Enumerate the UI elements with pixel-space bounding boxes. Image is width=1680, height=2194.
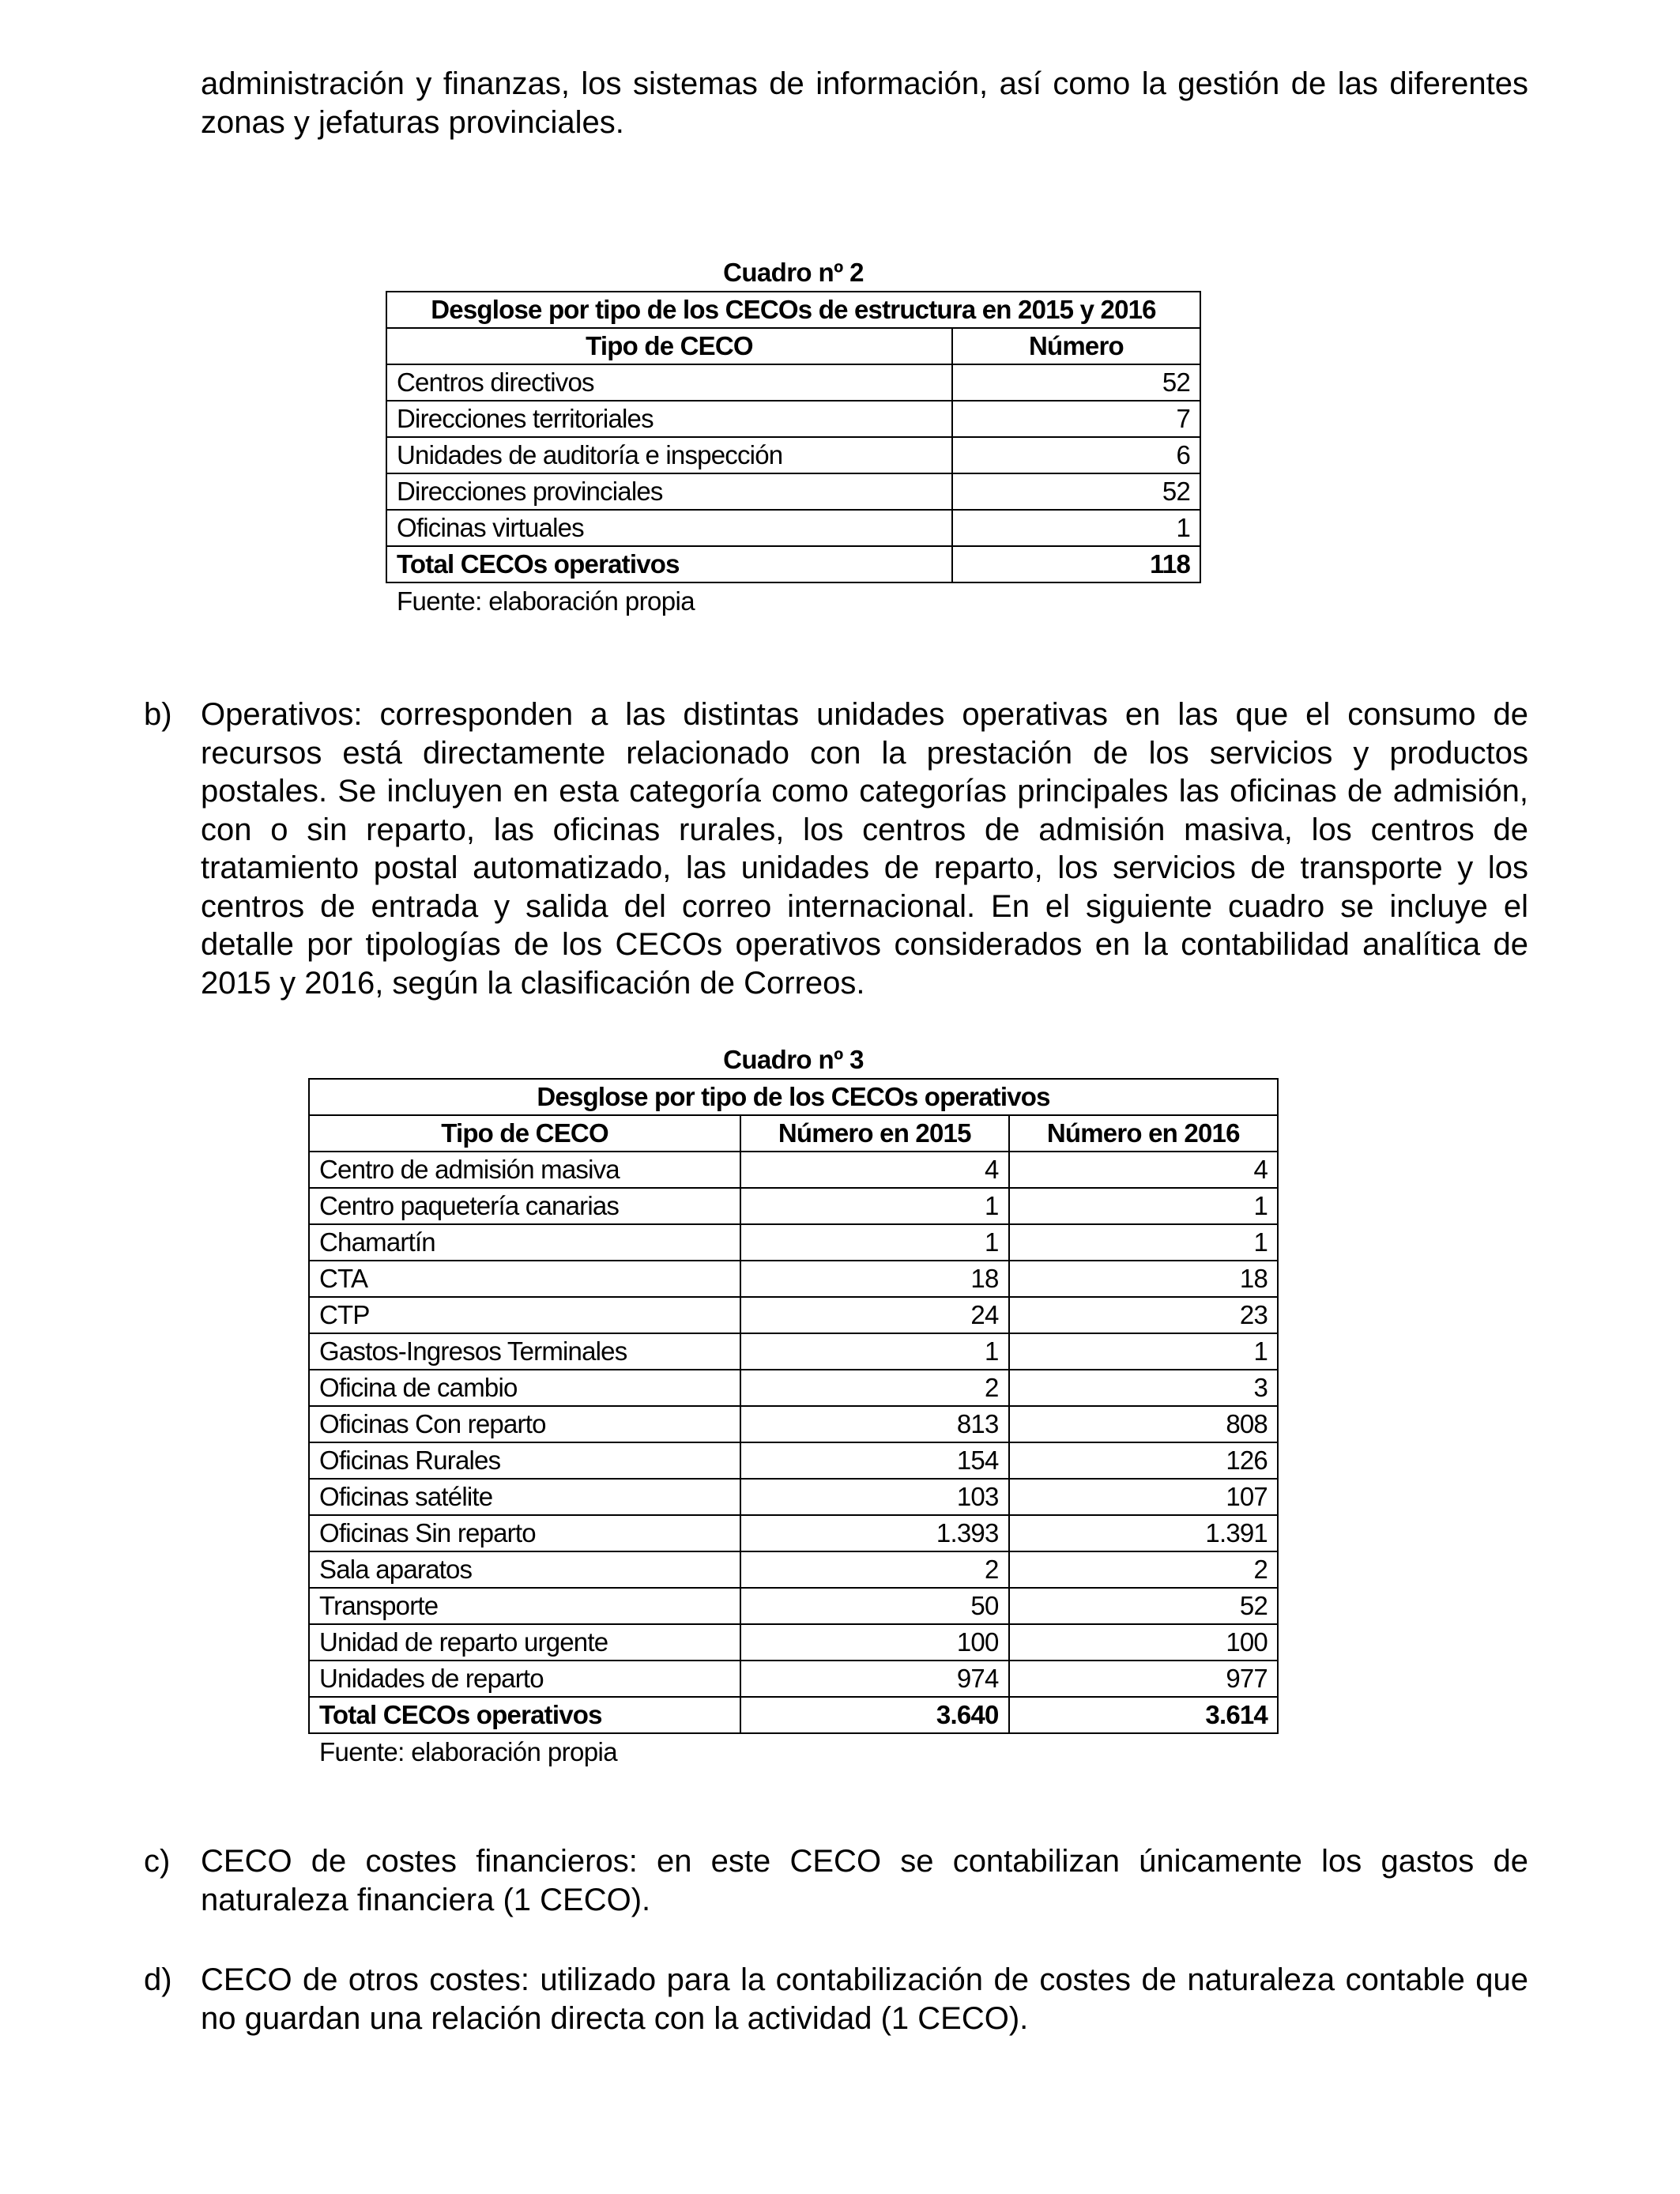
value-cell: 813: [740, 1406, 1008, 1442]
cuadro-3-body: [309, 1152, 1278, 1733]
row-label-cell: Centro paquetería canarias: [309, 1188, 740, 1224]
row-label-cell: CTA: [309, 1261, 740, 1297]
value-cell: 1: [740, 1333, 1008, 1370]
row-label-cell: Unidades de auditoría e inspección: [386, 437, 952, 473]
total-row: [386, 546, 1200, 582]
value-cell: 7: [952, 401, 1200, 437]
value-cell: 2: [1009, 1551, 1278, 1588]
value-cell: 1.393: [740, 1515, 1008, 1551]
table-title-row: [309, 1079, 1278, 1115]
table-row: [386, 473, 1200, 510]
value-cell: 808: [1009, 1406, 1278, 1442]
value-cell: 1: [1009, 1333, 1278, 1370]
table-row: [386, 510, 1200, 546]
value-cell: 50: [740, 1588, 1008, 1624]
value-cell: 23: [1009, 1297, 1278, 1333]
table-row: [309, 1152, 1278, 1188]
row-label-cell: Oficina de cambio: [309, 1370, 740, 1406]
row-label-cell: Chamartín: [309, 1224, 740, 1261]
list-marker: d): [144, 1962, 172, 1997]
table-header-row: [386, 328, 1200, 364]
row-label-cell: Centros directivos: [386, 364, 952, 401]
intro-paragraph: administración y finanzas, los sistemas de información, así como la gestión de las diferentes zonas y jefaturas provinciales.: [201, 66, 1528, 140]
cuadro-2-caption: Cuadro nº 2: [723, 258, 864, 287]
column-header: Tipo de CECO: [309, 1115, 740, 1152]
column-header: Tipo de CECO: [386, 328, 952, 364]
column-header: Número: [952, 328, 1200, 364]
table-title-row: [386, 292, 1200, 328]
table-row: [309, 1515, 1278, 1551]
total-row: [309, 1697, 1278, 1733]
table-row: [309, 1442, 1278, 1479]
value-cell: 103: [740, 1479, 1008, 1515]
value-cell: 4: [1009, 1152, 1278, 1188]
cuadro-2-body: [386, 364, 1200, 582]
table-row: [309, 1551, 1278, 1588]
value-cell: 107: [1009, 1479, 1278, 1515]
total-value-cell: 3.614: [1009, 1697, 1278, 1733]
table-header-row: [309, 1115, 1278, 1152]
list-item-c: [144, 1842, 1528, 1919]
cuadro-3-table: [308, 1078, 1279, 1734]
row-label-cell: Oficinas Rurales: [309, 1442, 740, 1479]
value-cell: 1: [740, 1188, 1008, 1224]
row-label-cell: Oficinas satélite: [309, 1479, 740, 1515]
value-cell: 52: [952, 364, 1200, 401]
table-row: [309, 1588, 1278, 1624]
value-cell: 1: [740, 1224, 1008, 1261]
row-label-cell: Oficinas Con reparto: [309, 1406, 740, 1442]
table-row: [309, 1261, 1278, 1297]
list-item-text: Operativos: corresponden a las distintas unidades operativas en las que el consumo de recursos está directamente relacionado con la prestación de los servicios y productos postales. Se incluyen en esta categoría como categorías principales las oficinas de admisión, con o sin reparto, las oficinas rurales, los centros de admisión masiva, los centros de tratamiento postal automatizado, las unidades de reparto, los servicios de transporte y los centros de entrada y salida del correo internacional. En el siguiente cuadro se incluye el detalle por tipologías de los CECOs operativos considerados en la contabilidad analítica de 2015 y 2016, según la clasificación de Correos.: [201, 697, 1528, 1001]
cuadro-3: [308, 1042, 1279, 1770]
row-label-cell: Direcciones territoriales: [386, 401, 952, 437]
table-row: [309, 1297, 1278, 1333]
table-row: [386, 437, 1200, 473]
value-cell: 52: [952, 473, 1200, 510]
value-cell: 1: [952, 510, 1200, 546]
cuadro-2-table: [386, 291, 1201, 583]
table-row: [309, 1479, 1278, 1515]
row-label-cell: Centro de admisión masiva: [309, 1152, 740, 1188]
list-item-d: [144, 1961, 1528, 2038]
table-row: [309, 1370, 1278, 1406]
table-row: [386, 401, 1200, 437]
row-label-cell: Gastos-Ingresos Terminales: [309, 1333, 740, 1370]
value-cell: 100: [1009, 1624, 1278, 1661]
cuadro-3-title: Desglose por tipo de los CECOs operativos: [309, 1079, 1278, 1115]
value-cell: 126: [1009, 1442, 1278, 1479]
value-cell: 18: [740, 1261, 1008, 1297]
list-item-text: CECO de costes financieros: en este CECO se contabilizan únicamente los gastos de naturaleza financiera (1 CECO).: [201, 1844, 1528, 1917]
table-row: [309, 1188, 1278, 1224]
list-marker: b): [144, 697, 172, 732]
table-row: [309, 1406, 1278, 1442]
table-row: [386, 364, 1200, 401]
value-cell: 2: [740, 1370, 1008, 1406]
cuadro-2-title: Desglose por tipo de los CECOs de estructura en 2015 y 2016: [386, 292, 1200, 328]
row-label-cell: Unidades de reparto: [309, 1661, 740, 1697]
row-label-cell: Oficinas virtuales: [386, 510, 952, 546]
column-header: Número en 2015: [740, 1115, 1008, 1152]
row-label-cell: Unidad de reparto urgente: [309, 1624, 740, 1661]
value-cell: 18: [1009, 1261, 1278, 1297]
cuadro-2: [386, 254, 1201, 620]
value-cell: 100: [740, 1624, 1008, 1661]
row-label-cell: Sala aparatos: [309, 1551, 740, 1588]
value-cell: 977: [1009, 1661, 1278, 1697]
column-header: Número en 2016: [1009, 1115, 1278, 1152]
list-item-b: [144, 696, 1528, 1002]
table-row: [309, 1224, 1278, 1261]
total-value-cell: 118: [952, 546, 1200, 582]
value-cell: 1: [1009, 1188, 1278, 1224]
value-cell: 2: [740, 1551, 1008, 1588]
cuadro-2-source: Fuente: elaboración propia: [397, 586, 695, 616]
total-value-cell: 3.640: [740, 1697, 1008, 1733]
value-cell: 4: [740, 1152, 1008, 1188]
value-cell: 1: [1009, 1224, 1278, 1261]
value-cell: 24: [740, 1297, 1008, 1333]
row-label-cell: CTP: [309, 1297, 740, 1333]
value-cell: 6: [952, 437, 1200, 473]
total-label-cell: Total CECOs operativos: [386, 546, 952, 582]
value-cell: 3: [1009, 1370, 1278, 1406]
row-label-cell: Direcciones provinciales: [386, 473, 952, 510]
value-cell: 154: [740, 1442, 1008, 1479]
value-cell: 52: [1009, 1588, 1278, 1624]
table-row: [309, 1661, 1278, 1697]
total-label-cell: Total CECOs operativos: [309, 1697, 740, 1733]
row-label-cell: Oficinas Sin reparto: [309, 1515, 740, 1551]
list-item-text: CECO de otros costes: utilizado para la contabilización de costes de naturaleza contable que no guardan una relación directa con la actividad (1 CECO).: [201, 1962, 1528, 2036]
cuadro-3-source: Fuente: elaboración propia: [319, 1737, 618, 1766]
table-row: [309, 1333, 1278, 1370]
value-cell: 1.391: [1009, 1515, 1278, 1551]
cuadro-3-caption: Cuadro nº 3: [723, 1045, 864, 1074]
list-marker: c): [144, 1844, 171, 1879]
value-cell: 974: [740, 1661, 1008, 1697]
table-row: [309, 1624, 1278, 1661]
row-label-cell: Transporte: [309, 1588, 740, 1624]
